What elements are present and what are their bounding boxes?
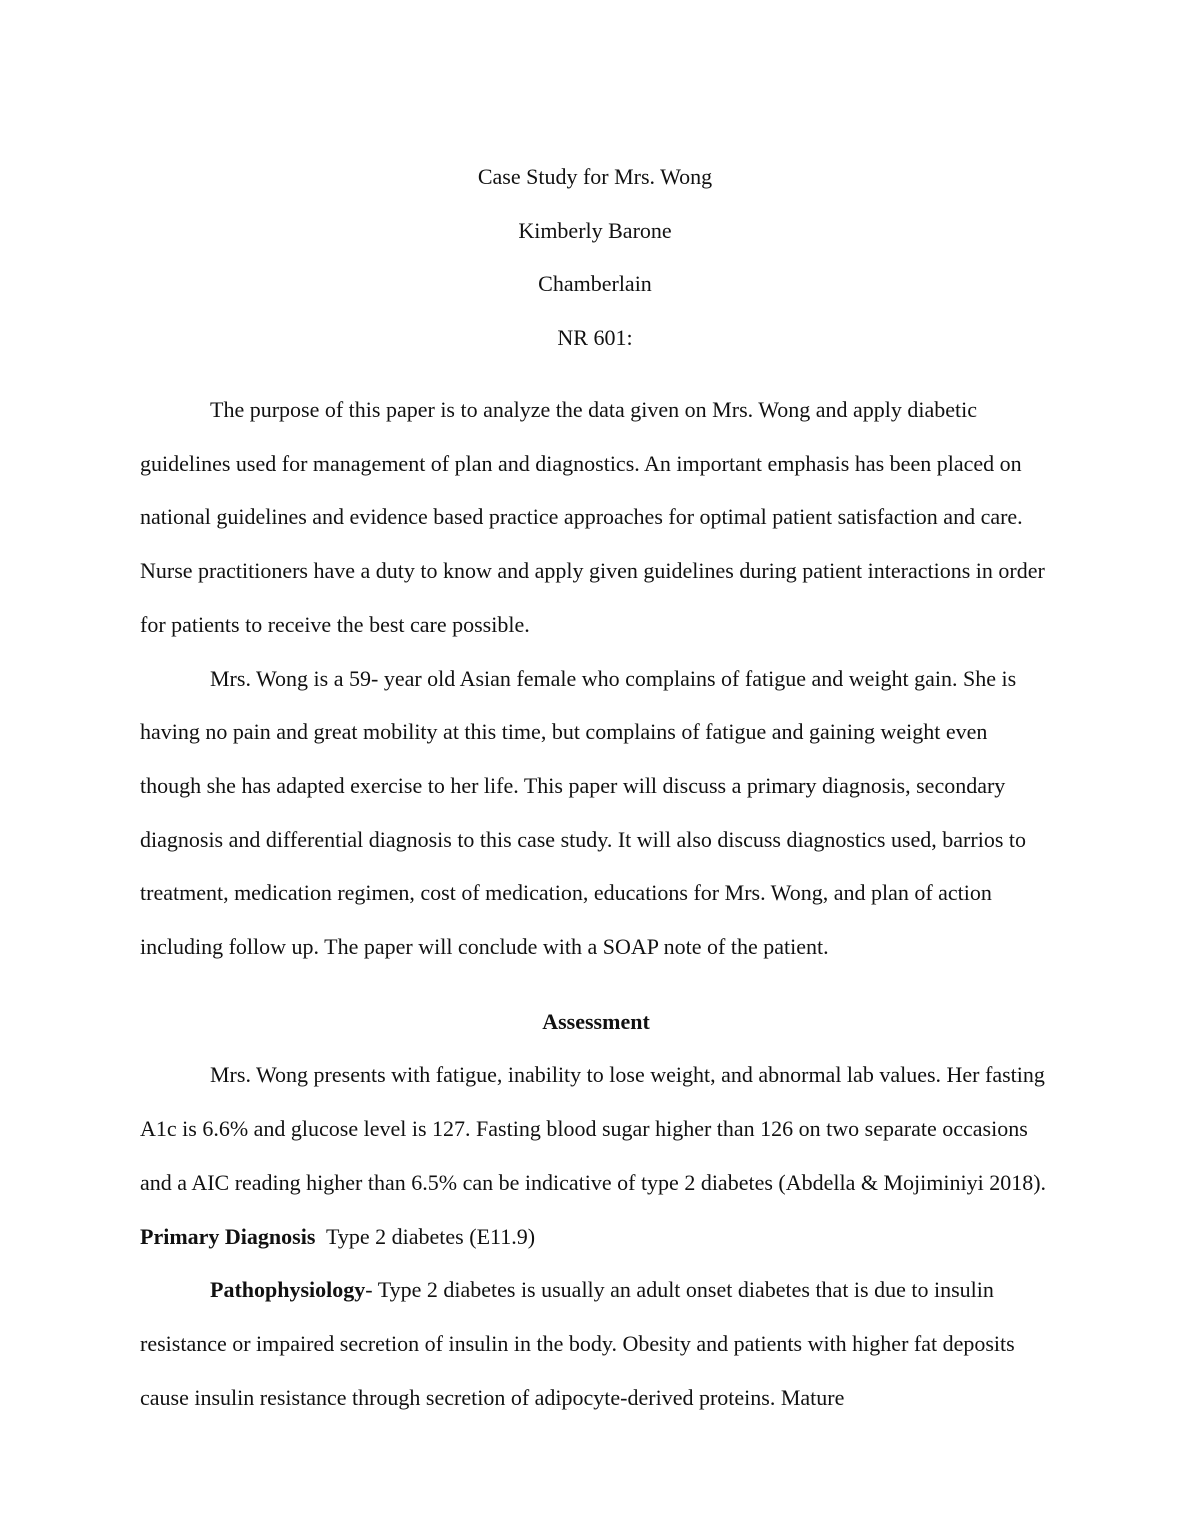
author-name: Kimberly Barone — [518, 217, 672, 243]
document-body — [140, 383, 1052, 1424]
assessment-heading: Assessment — [542, 1008, 650, 1034]
title-block — [0, 150, 1190, 365]
course-code: NR 601: — [557, 325, 633, 351]
pathophysiology-label: Pathophysiology — [210, 1277, 366, 1303]
pathophysiology-paragraph — [140, 1263, 1052, 1424]
assessment-paragraph: Mrs. Wong presents with fatigue, inability to lose weight, and abnormal lab values. Her fasting A1c is 6.6% and glucose level is 127. Fasting blood sugar higher than 126 on two separate occasions and a AIC reading higher than 6.5% can be indicative of type 2 diabetes (Abdella & Mojiminiyi 2018). — [140, 1062, 1047, 1195]
paper-title: Case Study for Mrs. Wong — [477, 164, 713, 189]
primary-diagnosis-line — [140, 1210, 1052, 1264]
primary-diagnosis-value: Type 2 diabetes (E11.9) — [315, 1223, 536, 1249]
intro-paragraph: The purpose of this paper is to analyze the data given on Mrs. Wong and apply diabetic guidelines used for management of plan and diagnostics. An important emphasis has been placed on national guidelines and evidence based practice approaches for optimal patient satisfaction and care. Nurse practitioners have a duty to know and apply given guidelines during patient interactions in order for patients to receive the best care possible. — [140, 397, 1045, 637]
primary-diagnosis-label: Primary Diagnosis — [140, 1223, 316, 1249]
overview-paragraph: Mrs. Wong is a 59- year old Asian female who complains of fatigue and weight gain. She is having no pain and great mobility at this time, but complains of fatigue and gaining weight even though she has adapted exercise to her life. This paper will discuss a primary diagnosis, secondary diagnosis and differential diagnosis to this case study. It will also discuss diagnostics used, barrios to treatment, medication regimen, cost of medication, educations for Mrs. Wong, and plan of action including follow up. The paper will conclude with a SOAP note of the patient. — [140, 665, 1026, 960]
pathophysiology-text: - Type 2 diabetes is usually an adult onset diabetes that is due to insulin resistance or impaired secretion of insulin in the body. Obesity and patients with higher fat deposits cause insulin resistance through secretion of adipocyte-derived proteins. Mature — [140, 1277, 1015, 1410]
institution-name: Chamberlain — [538, 271, 652, 297]
